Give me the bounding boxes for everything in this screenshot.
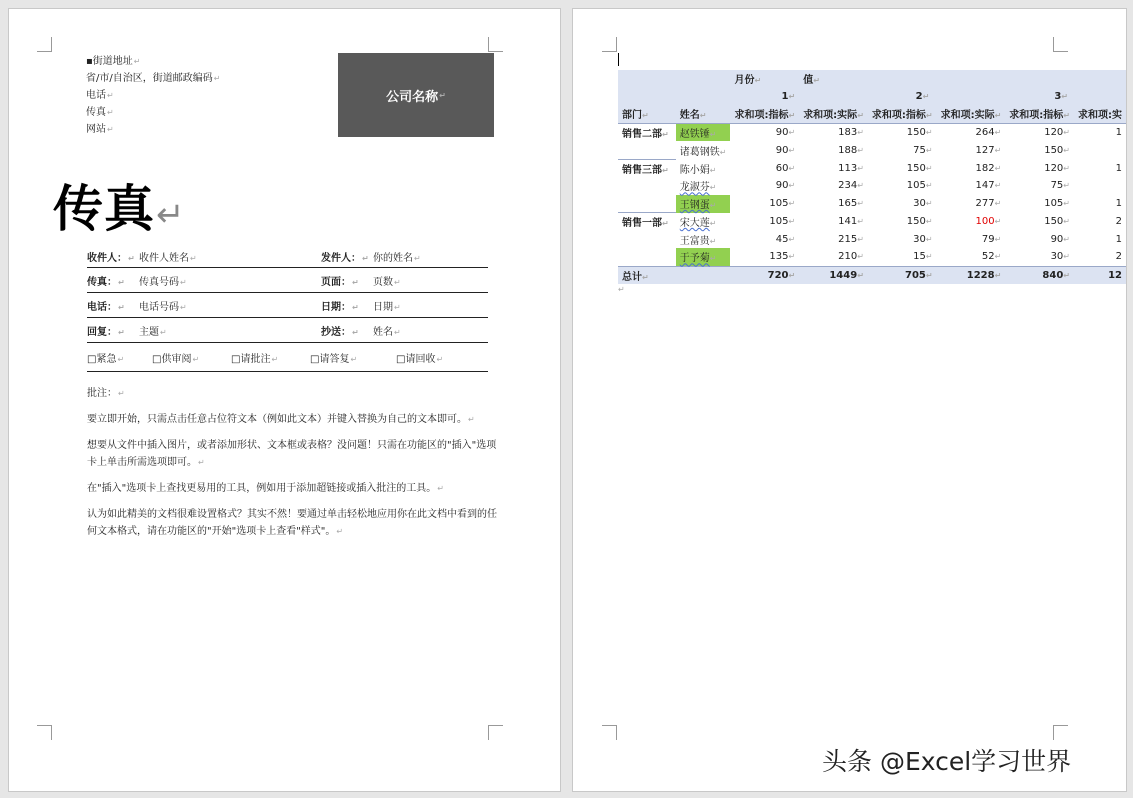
company-name-box[interactable]: 公司名称 ↵ (338, 53, 494, 137)
value-cell[interactable]: 105↵ (769, 198, 796, 209)
phone-number-field[interactable]: 电话号码↵ (139, 301, 187, 313)
recipient-name-field[interactable]: 收件人姓名↵ (139, 252, 197, 264)
dept-cell[interactable] (618, 195, 676, 213)
value-cell[interactable]: 79↵ (981, 233, 1002, 245)
column-header[interactable]: 求和项:实际↵ (937, 105, 1006, 123)
pages-field[interactable]: 页数↵ (373, 276, 401, 288)
name-cell[interactable]: 诸葛钢铁↵ (679, 146, 727, 158)
value-cell[interactable]: 188↵ (838, 144, 864, 156)
value-cell[interactable]: 90↵ (775, 144, 796, 156)
column-header[interactable]: 姓名↵ (676, 105, 731, 123)
total-cell[interactable]: 1228↵ (937, 266, 1006, 284)
value-cell[interactable]: 90↵ (775, 180, 796, 192)
phone-label: 电话：↵ (87, 301, 125, 313)
dept-cell[interactable] (618, 141, 676, 159)
body-paragraph[interactable]: 要立即开始，只需点击任意占位符文本（例如此文本）并键入替换为自己的文本即可。↵ (87, 414, 475, 425)
value-cell[interactable]: 234↵ (838, 180, 864, 192)
fax-body[interactable] (87, 385, 497, 549)
pivot-table[interactable] (618, 70, 1126, 284)
value-cell[interactable]: 141↵ (838, 216, 864, 227)
name-cell[interactable]: 宋大莲↵ (679, 218, 717, 229)
checkbox-urgent[interactable]: □紧急↵ (87, 353, 125, 365)
pivot-header-row-1 (618, 70, 1126, 88)
name-cell[interactable]: 王钢蛋↵ (676, 195, 731, 213)
value-cell[interactable]: 150↵ (906, 126, 933, 138)
notes-label: 批注：↵ (87, 388, 125, 399)
value-cell[interactable]: 2 (1115, 251, 1122, 263)
name-cell[interactable]: 王富贵↵ (679, 235, 717, 247)
column-header[interactable]: 求和项:指标↵ (1005, 105, 1074, 123)
crop-mark (488, 37, 503, 52)
dept-cell[interactable]: 销售一部↵ (618, 213, 676, 231)
body-paragraph[interactable]: 想要从文件中插入图片，或者添加形状、文本框或表格？没问题！只需在功能区的"插入"选项卡上单击所需选项即可。↵ (87, 440, 497, 468)
value-cell[interactable]: 165↵ (838, 198, 864, 209)
name-cell[interactable]: 赵铁锤↵ (676, 123, 731, 141)
value-cell[interactable]: 183↵ (838, 126, 864, 138)
dept-cell[interactable]: 销售三部↵ (618, 159, 676, 177)
column-header[interactable]: 求和项:实际↵ (799, 105, 868, 123)
document-page-2 (572, 8, 1127, 792)
form-row-reply (87, 318, 488, 343)
table-row[interactable] (618, 123, 1126, 141)
subject-field[interactable]: 主题↵ (139, 326, 167, 338)
name-cell[interactable]: 陈小娟↵ (679, 164, 717, 176)
value-cell[interactable]: 2 (1115, 216, 1122, 227)
total-cell[interactable]: 840↵ (1005, 266, 1074, 284)
value-cell[interactable]: 30↵ (913, 233, 933, 245)
value-cell[interactable]: 90↵ (1050, 233, 1070, 245)
value-cell[interactable]: 150↵ (1044, 216, 1070, 227)
pivot-column-headers (618, 105, 1126, 123)
paragraph-mark: ↵ (618, 285, 625, 294)
cc-name-field[interactable]: 姓名↵ (373, 326, 401, 338)
dept-cell[interactable] (618, 231, 676, 249)
crop-mark (1053, 725, 1068, 740)
cc-label: 抄送：↵ (321, 326, 359, 338)
body-paragraph[interactable]: 认为如此精美的文档很难设置格式？其实不然！要通过单击轻松地应用你在此文档中看到的任何文本格式，请在功能区的"开始"选项卡上查看"样式"。↵ (87, 509, 497, 537)
crop-mark (1053, 37, 1068, 52)
value-cell[interactable]: 120↵ (1044, 162, 1070, 174)
value-cell[interactable]: 120↵ (1044, 126, 1070, 138)
column-header[interactable]: 求和项:指标↵ (868, 105, 937, 123)
fax-number-field[interactable]: 传真号码↵ (139, 276, 187, 288)
table-row[interactable] (618, 177, 1126, 195)
reply-label: 回复：↵ (87, 326, 125, 338)
value-cell[interactable]: 1 (1115, 198, 1122, 209)
value-cell[interactable]: 1 (1115, 162, 1122, 174)
value-cell[interactable]: 135↵ (769, 251, 796, 263)
watermark: 头条 @Excel学习世界 (822, 747, 1072, 776)
month-header[interactable]: 3↵ (1005, 88, 1126, 106)
value-cell[interactable]: 105↵ (1044, 198, 1070, 209)
value-cell[interactable] (1074, 177, 1126, 195)
value-cell[interactable]: 105↵ (769, 216, 796, 227)
address-line[interactable]: 传真↵ (86, 107, 114, 118)
sender-label: 发件人：↵ (321, 252, 369, 264)
table-row[interactable] (618, 195, 1126, 213)
value-cell[interactable]: 113↵ (838, 162, 864, 174)
value-cell[interactable]: 127↵ (975, 144, 1002, 156)
form-row-phone (87, 293, 488, 318)
total-cell[interactable]: 705↵ (868, 266, 937, 284)
dept-cell[interactable] (618, 248, 676, 266)
value-cell[interactable] (1074, 141, 1126, 159)
form-row-fax (87, 268, 488, 293)
checkbox-row (87, 343, 488, 372)
value-cell[interactable]: 210↵ (838, 251, 864, 263)
grand-total-row[interactable] (618, 266, 1126, 284)
text-cursor (618, 53, 619, 66)
dept-cell[interactable]: 销售二部↵ (622, 128, 669, 140)
month-header[interactable]: 1↵ (730, 88, 799, 106)
value-cell[interactable]: 60↵ (775, 162, 796, 174)
address-line[interactable]: 网站↵ (86, 124, 114, 135)
fax-title[interactable]: 传真↵ (53, 180, 186, 238)
value-cell[interactable]: 1 (1115, 233, 1122, 245)
crop-mark (37, 37, 52, 52)
value-cell[interactable]: 147↵ (975, 180, 1002, 192)
checkbox-please-reply[interactable]: □请答复↵ (310, 353, 358, 365)
total-label: 总计↵ (618, 266, 676, 284)
body-paragraph[interactable]: 在"插入"选项卡上查找更易用的工具，例如用于添加超链接或插入批注的工具。↵ (87, 483, 444, 494)
total-cell[interactable]: 12 (1074, 266, 1126, 284)
table-row[interactable] (618, 213, 1126, 231)
crop-mark (488, 725, 503, 740)
crop-mark (602, 725, 617, 740)
value-cell[interactable]: 105↵ (906, 180, 933, 192)
value-cell[interactable]: 90↵ (775, 126, 796, 138)
value-cell[interactable]: 75↵ (1050, 180, 1070, 192)
value-field-label[interactable]: 值↵ (799, 70, 868, 88)
checkbox-for-review[interactable]: □供审阅↵ (152, 353, 200, 365)
address-line[interactable]: ▪街道地址↵ (86, 56, 141, 67)
total-cell[interactable]: 720↵ (730, 266, 799, 284)
value-cell[interactable]: 150↵ (906, 216, 933, 227)
crop-mark (602, 37, 617, 52)
address-line[interactable]: 电话↵ (86, 90, 114, 101)
value-cell[interactable]: 215↵ (838, 233, 864, 245)
value-cell[interactable]: 30↵ (913, 198, 933, 209)
form-row-recipient (87, 245, 488, 268)
date-field[interactable]: 日期↵ (373, 301, 401, 313)
dept-cell[interactable] (618, 177, 676, 195)
total-cell[interactable]: 1449↵ (799, 266, 868, 284)
table-row[interactable] (618, 231, 1126, 249)
table-row[interactable] (618, 248, 1126, 266)
fax-header-form (87, 245, 488, 372)
address-line[interactable]: 省/市/自治区，街道邮政编码↵ (86, 73, 221, 84)
date-label: 日期：↵ (321, 301, 359, 313)
fax-label: 传真：↵ (87, 276, 125, 288)
sender-address-block[interactable] (86, 53, 220, 138)
name-cell[interactable]: 龙淑芬↵ (679, 182, 717, 194)
column-header[interactable]: 部门↵ (618, 105, 676, 123)
value-cell[interactable]: 15↵ (913, 251, 933, 263)
value-cell[interactable]: 52↵ (981, 251, 1002, 263)
month-header[interactable]: 2↵ (868, 88, 1005, 106)
checkbox-please-recycle[interactable]: □请回收↵ (396, 353, 444, 365)
value-cell[interactable]: 30↵ (1050, 251, 1070, 263)
value-cell-alert[interactable]: 100↵ (975, 216, 1002, 227)
crop-mark (37, 725, 52, 740)
pivot-header-row-2 (618, 88, 1126, 106)
table-row[interactable] (618, 141, 1126, 159)
value-cell[interactable]: 150↵ (1044, 144, 1070, 156)
value-cell[interactable]: 150↵ (906, 162, 933, 174)
value-cell[interactable]: 182↵ (975, 162, 1002, 174)
value-cell[interactable]: 264↵ (975, 126, 1002, 138)
recipient-label: 收件人：↵ (87, 252, 135, 264)
name-cell[interactable]: 于予菊↵ (676, 248, 731, 266)
checkbox-please-comment[interactable]: □请批注↵ (231, 353, 279, 365)
sender-name-field[interactable]: 你的姓名↵ (373, 252, 421, 264)
column-header[interactable]: 求和项:指标↵ (730, 105, 799, 123)
value-cell[interactable]: 277↵ (975, 198, 1002, 209)
value-cell[interactable]: 75↵ (913, 144, 933, 156)
document-page-1 (8, 8, 561, 792)
company-name: 公司名称 (386, 89, 439, 105)
value-cell[interactable]: 1 (1115, 126, 1122, 138)
month-field-label[interactable]: 月份↵ (730, 70, 799, 88)
pages-label: 页面：↵ (321, 276, 359, 288)
value-cell[interactable]: 45↵ (775, 233, 796, 245)
table-row[interactable] (618, 159, 1126, 177)
column-header[interactable]: 求和项:实 (1074, 105, 1126, 123)
